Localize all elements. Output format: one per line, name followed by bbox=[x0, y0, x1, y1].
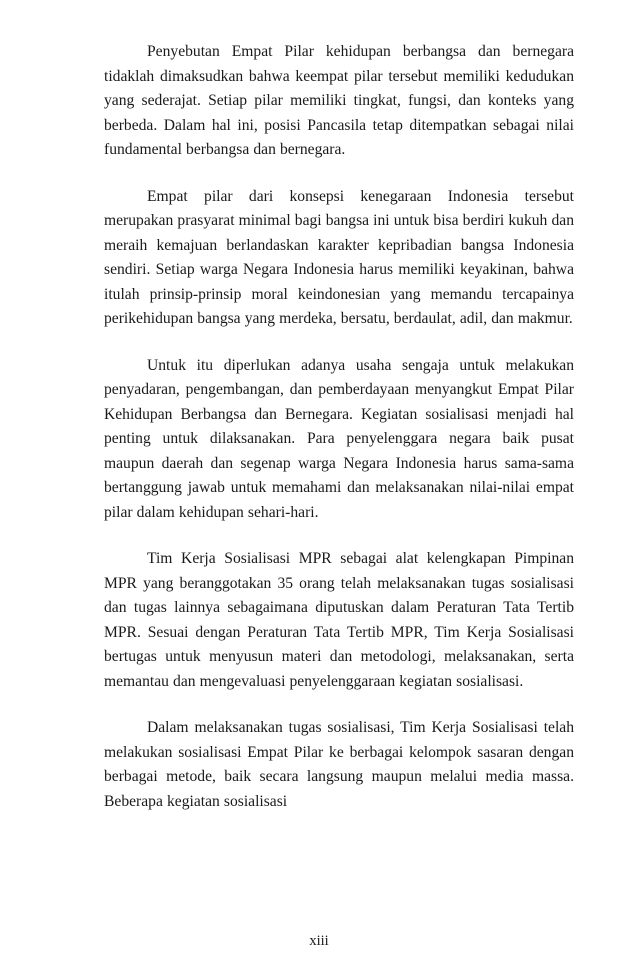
paragraph-1: Penyebutan Empat Pilar kehidupan berbangsa dan bernegara tidaklah dimaksudkan bahwa keempat pilar tersebut memiliki kedudukan yang sederajat. Setiap pilar memiliki tingkat, fungsi, dan konteks yang berbeda. Dalam hal ini, posisi Pancasila tetap ditempatkan sebagai nilai fundamental berbangsa dan bernegara. bbox=[104, 43, 574, 158]
paragraph-5: Dalam melaksanakan tugas sosialisasi, Tim Kerja Sosialisasi telah melakukan sosialisasi Empat Pilar ke berbagai kelompok sasaran dengan berbagai metode, baik secara langsung maupun melalui media massa. Beberapa kegiatan sosialisasi bbox=[104, 719, 574, 810]
paragraph-3: Untuk itu diperlukan adanya usaha sengaja untuk melakukan penyadaran, pengembangan, dan pemberdayaan menyangkut Empat Pilar Kehidupan Berbangsa dan Bernegara. Kegiatan sosialisasi menjadi hal penting untuk dilaksanakan. Para penyelenggara negara baik pusat maupun daerah dan segenap warga Negara Indonesia harus sama-sama bertanggung jawab untuk memahami dan melaksanakan nilai-nilai empat pilar dalam kehidupan sehari-hari. bbox=[104, 356, 574, 521]
page-body bbox=[104, 40, 574, 836]
paragraph-4: Tim Kerja Sosialisasi MPR sebagai alat kelengkapan Pimpinan MPR yang beranggotakan 35 orang telah melaksanakan tugas sosialisasi dan tugas lainnya sebagaimana diputuskan dalam Peraturan Tata Tertib MPR. Sesuai dengan Peraturan Tata Tertib MPR, Tim Kerja Sosialisasi bertugas untuk menyusun materi dan metodologi, melaksanakan, serta memantau dan mengevaluasi penyelenggaraan kegiatan sosialisasi. bbox=[104, 550, 574, 690]
page-number: xiii bbox=[309, 933, 329, 949]
paragraph-2: Empat pilar dari konsepsi kenegaraan Indonesia tersebut merupakan prasyarat minimal bagi bangsa ini untuk bisa berdiri kukuh dan meraih kemajuan berlandaskan karakter kepribadian bangsa Indonesia sendiri. Setiap warga Negara Indonesia harus memiliki keyakinan, bahwa itulah prinsip-prinsip moral keindonesian yang memandu tercapainya perikehidupan bangsa yang merdeka, bersatu, berdaulat, adil, dan makmur. bbox=[104, 187, 574, 327]
